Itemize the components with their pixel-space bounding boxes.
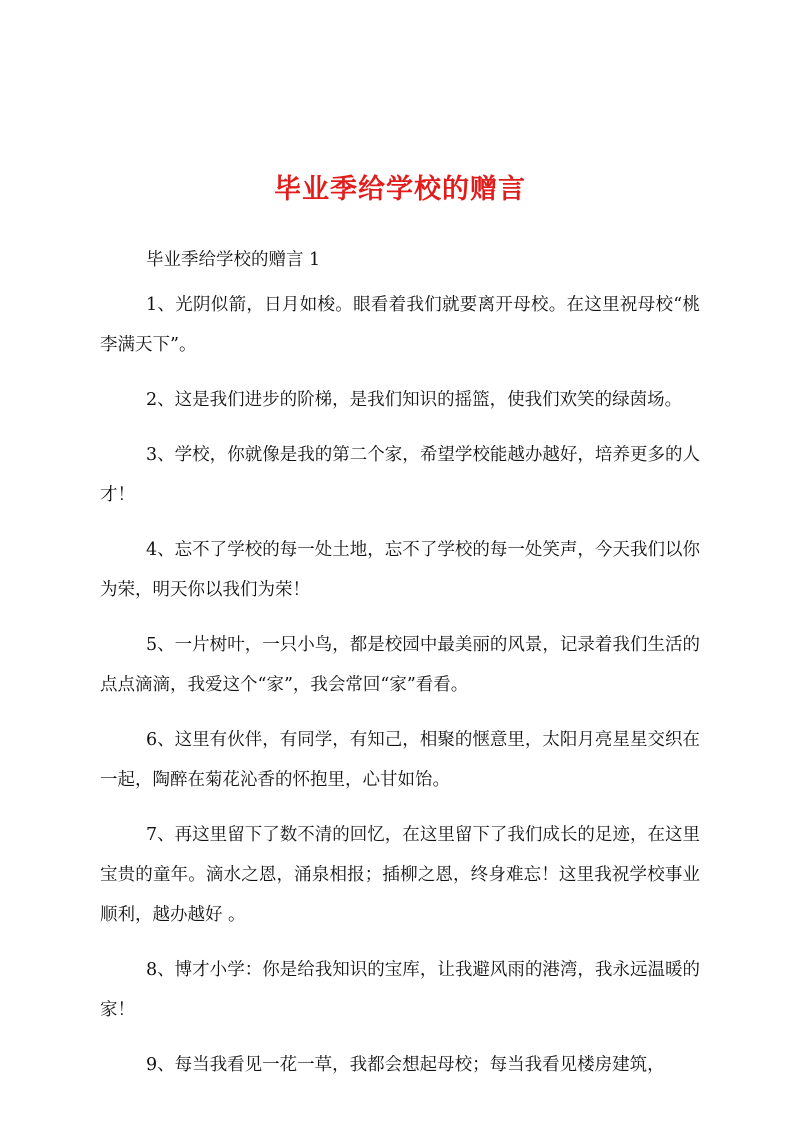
document-body [100,240,700,1100]
paragraph-3: 3、学校，你就像是我的第二个家，希望学校能越办越好，培养更多的人才！ [100,445,700,505]
paragraph-7: 7、再这里留下了数不清的回忆，在这里留下了我们成长的足迹，在这里宝贵的童年。滴水之恩，涌泉相报；插柳之恩，终身难忘！这里我祝学校事业顺利，越办越好 。 [100,825,700,925]
paragraph-4: 4、忘不了学校的每一处土地，忘不了学校的每一处笑声，今天我们以你为荣，明天你以我们为荣！ [100,540,700,600]
document-title: 毕业季给学校的赠言 [274,174,526,205]
section-heading: 毕业季给学校的赠言 1 [146,250,321,270]
paragraph-9: 9、每当我看见一花一草，我都会想起母校；每当我看见楼房建筑， [146,1055,665,1075]
paragraph-2: 2、这是我们进步的阶梯，是我们知识的摇篮，使我们欢笑的绿茵场。 [146,390,683,410]
paragraph-6: 6、这里有伙伴，有同学，有知己，相聚的惬意里，太阳月亮星星交织在一起，陶醉在菊花沁香的怀抱里，心甘如饴。 [100,730,700,790]
paragraph-5: 5、一片树叶，一只小鸟，都是校园中最美丽的风景，记录着我们生活的点点滴滴，我爱这个“家”，我会常回“家”看看。 [100,635,700,695]
paragraph-8: 8、博才小学：你是给我知识的宝库，让我避风雨的港湾，我永远温暖的家！ [100,960,700,1020]
paragraph-1: 1、光阴似箭，日月如梭。眼看着我们就要离开母校。在这里祝母校“桃李满天下”。 [100,295,700,355]
